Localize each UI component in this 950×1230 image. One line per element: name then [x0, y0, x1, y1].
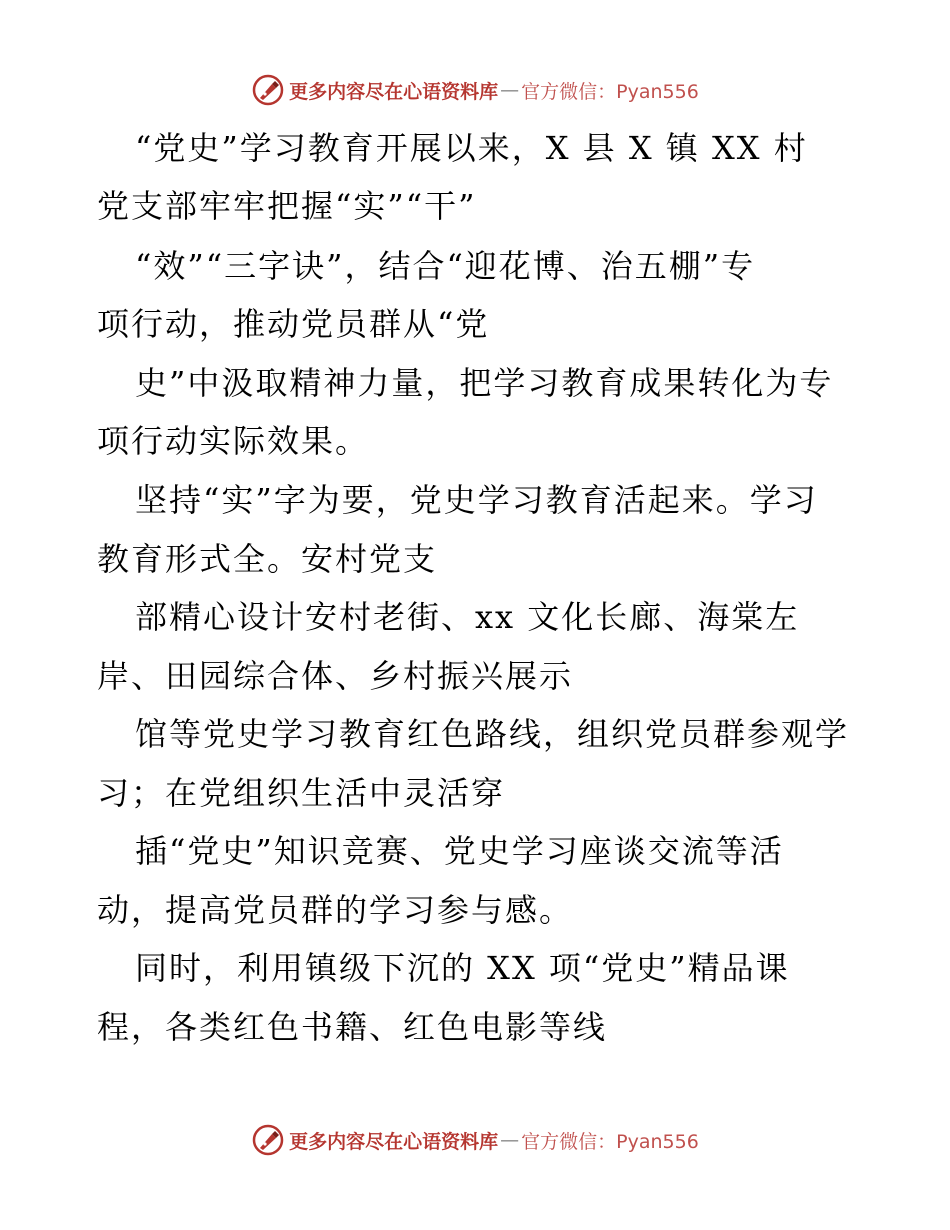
body-line: 部精心设计安村老街、xx 文化长廊、海棠左	[135, 598, 800, 636]
body-line: 坚持“实”字为要，党史学习教育活起来。学习	[135, 481, 818, 519]
watermark-separator: —	[500, 1129, 520, 1151]
body-line: 动，提高党员群的学习参与感。	[97, 891, 574, 929]
body-line: 项行动，推动党员群从“党	[97, 305, 490, 343]
body-line: 岸、田园综合体、乡村振兴展示	[97, 657, 574, 695]
body-line: 程，各类红色书籍、红色电影等线	[97, 1008, 608, 1046]
watermark-text: 更多内容尽在心语资料库	[289, 1130, 499, 1153]
header-watermark	[0, 70, 950, 110]
watermark-separator: —	[500, 79, 520, 101]
watermark-account: 官方微信：Pyan556	[521, 80, 699, 103]
body-line: “党史”学习教育开展以来，X 县 X 镇 XX 村	[135, 129, 808, 167]
body-line: 习；在党组织生活中灵活穿	[97, 774, 506, 812]
footer-watermark	[0, 1120, 950, 1160]
body-line: 插“党史”知识竞赛、党史学习座谈交流等活	[135, 832, 784, 870]
body-line: 党支部牢牢把握“实”“干”	[97, 187, 477, 225]
pen-nib-icon	[251, 1123, 285, 1157]
body-line: “效”“三字诀”，结合“迎花博、治五棚”专	[135, 247, 756, 285]
body-line: 馆等党史学习教育红色路线，组织党员群参观学	[135, 715, 850, 753]
body-line: 同时，利用镇级下沉的 XX 项“党史”精品课	[135, 949, 790, 987]
body-line: 史”中汲取精神力量，把学习教育成果转化为专	[135, 364, 834, 402]
body-line: 教育形式全。安村党支	[97, 540, 438, 578]
pen-nib-icon	[251, 73, 285, 107]
watermark-account: 官方微信：Pyan556	[521, 1130, 699, 1153]
watermark-text: 更多内容尽在心语资料库	[289, 80, 499, 103]
body-line: 项行动实际效果。	[97, 422, 370, 460]
